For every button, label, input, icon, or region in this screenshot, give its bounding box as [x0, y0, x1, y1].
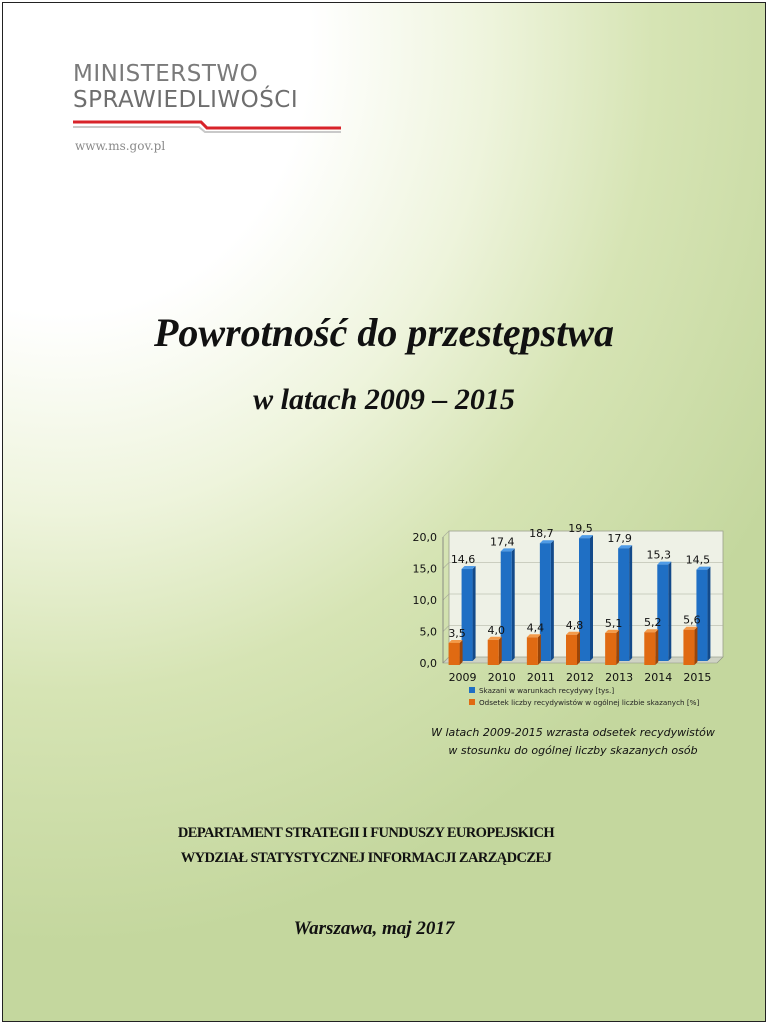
- data-label-convicts: 14,6: [450, 553, 476, 567]
- bar-convicts-side: [551, 540, 554, 661]
- bar-convicts: [579, 538, 590, 661]
- bar-convicts-side: [707, 567, 710, 661]
- legend-label: Odsetek liczby recydywistów w ogólnej liczbie skazanych [%]: [479, 698, 700, 707]
- bar-convicts: [501, 551, 512, 661]
- bar-percent-side: [538, 634, 541, 665]
- legend-label: Skazani w warunkach recydywy [tys.]: [479, 686, 615, 695]
- x-tick-label: 2013: [605, 671, 634, 684]
- document-subtitle: w latach 2009 – 2015: [253, 383, 515, 416]
- x-tick-label: 2009: [448, 671, 477, 684]
- x-tick-label: 2014: [644, 671, 673, 684]
- data-label-convicts: 19,5: [568, 523, 593, 536]
- logo-url: www.ms.gov.pl: [75, 139, 166, 153]
- y-tick-label: 20,0: [412, 531, 437, 544]
- data-label-percent: 5,6: [683, 613, 701, 627]
- logo-stripes: [73, 119, 343, 133]
- x-tick-label: 2011: [526, 671, 555, 684]
- y-tick-label: 15,0: [412, 562, 437, 576]
- bar-percent-side: [694, 627, 697, 665]
- cover-page: [2, 2, 766, 1022]
- y-tick-label: 0,0: [419, 657, 437, 670]
- bar-convicts-side: [473, 566, 476, 661]
- ministry-logo: [73, 61, 353, 153]
- bar-convicts: [657, 565, 668, 661]
- data-label-percent: 4,0: [487, 623, 505, 637]
- data-label-percent: 5,1: [604, 616, 623, 630]
- legend-swatch: [469, 687, 475, 693]
- document-title: Powrotność do przestępstwa: [153, 310, 615, 355]
- bar-convicts: [618, 548, 629, 661]
- bar-convicts-side: [668, 562, 671, 661]
- y-tick-label: 10,0: [412, 594, 437, 607]
- data-label-percent: 5,2: [644, 616, 662, 630]
- bar-percent-side: [655, 629, 658, 665]
- gridline-diag: [443, 594, 449, 600]
- x-tick-label: 2012: [566, 671, 594, 684]
- data-label-convicts: 17,4: [489, 535, 515, 549]
- data-label-convicts: 18,7: [529, 527, 554, 541]
- bar-convicts-side: [629, 545, 632, 661]
- bar-percent: [605, 633, 616, 665]
- bar-convicts: [462, 569, 473, 661]
- x-tick-label: 2010: [487, 671, 516, 684]
- place-and-date: Warszawa, maj 2017: [293, 918, 455, 939]
- bar-convicts: [540, 543, 551, 661]
- logo-text-justice: SPRAWIEDLIWOŚCI: [73, 87, 299, 113]
- data-label-convicts: 15,3: [646, 548, 672, 562]
- bar-percent: [644, 632, 655, 665]
- bar-percent-side: [499, 637, 502, 665]
- logo-text-ministry: MINISTERSTWO: [73, 61, 259, 87]
- legend-swatch: [469, 699, 475, 705]
- x-tick-label: 2015: [683, 671, 712, 684]
- bar-convicts-side: [590, 535, 593, 661]
- bar-percent: [527, 637, 538, 665]
- bar-convicts-side: [512, 548, 515, 661]
- gridline-diag: [443, 531, 449, 537]
- chart-caption: [403, 724, 743, 760]
- bar-percent-side: [616, 630, 619, 665]
- data-label-percent: 3,5: [448, 626, 466, 640]
- data-label-convicts: 14,5: [685, 553, 711, 567]
- recidivism-chart: [407, 523, 737, 723]
- data-label-percent: 4,8: [565, 618, 584, 632]
- bar-percent: [449, 643, 460, 665]
- department-name: DEPARTAMENT STRATEGII I FUNDUSZY EUROPEJSKICH: [177, 825, 555, 841]
- data-label-percent: 4,4: [526, 621, 545, 635]
- bar-percent: [566, 635, 577, 665]
- bar-percent-side: [577, 632, 580, 665]
- gridline-diag: [443, 563, 449, 569]
- division-name: WYDZIAŁ STATYSTYCZNEJ INFORMACJI ZARZĄDCZEJ: [180, 850, 552, 866]
- bar-percent: [683, 630, 694, 665]
- caption-line-2: w stosunku do ogólnej liczby skazanych osób: [448, 744, 698, 757]
- y-tick-label: 5,0: [419, 625, 437, 639]
- bar-percent: [488, 640, 499, 665]
- bar-percent-side: [460, 640, 463, 665]
- caption-line-1: W latach 2009-2015 wzrasta odsetek recydywistów: [431, 726, 715, 739]
- data-label-convicts: 17,9: [607, 532, 632, 546]
